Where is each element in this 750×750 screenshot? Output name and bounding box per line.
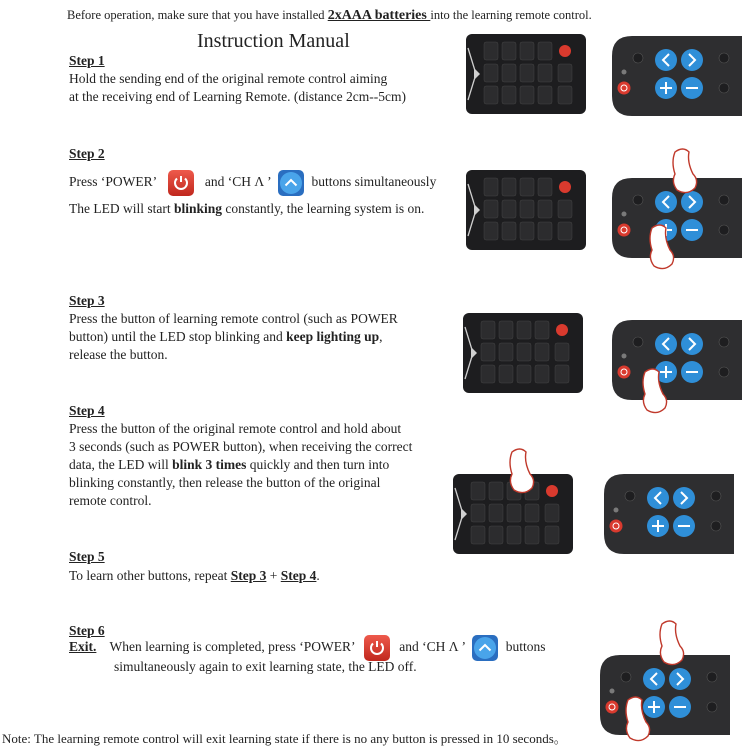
step6-line2: simultaneously again to exit learning state, the LED off. — [114, 659, 417, 674]
step5-ref-step3: Step 3 — [230, 568, 267, 583]
step2-ch-text: and ‘CH Λ ’ — [204, 174, 271, 190]
step2-blinking: blinking — [173, 201, 223, 216]
step1-line2: at the receiving end of Learning Remote. (distance 2cm--5cm) — [69, 89, 406, 104]
step1-heading: Step 1 — [69, 53, 105, 68]
step3-heading: Step 3 — [69, 293, 105, 308]
original-remote-image-1 — [466, 34, 586, 114]
step4-blink-3-times: blink 3 times — [172, 457, 247, 472]
learning-remote-image-6 — [600, 655, 730, 735]
page-title: Instruction Manual — [197, 30, 350, 52]
learning-remote-image-1 — [612, 36, 742, 116]
step5-plus: + — [266, 568, 281, 583]
step5-text-a: To learn other buttons, repeat — [69, 568, 231, 583]
step4-heading: Step 4 — [69, 403, 105, 418]
step2-simultaneously-text: buttons simultaneously — [311, 174, 437, 190]
intro-text-end: into the learning remote control. — [430, 8, 592, 22]
step3-line2-text: button) until the LED stop blinking and — [69, 329, 287, 344]
step6-heading: Step 6 — [69, 623, 105, 638]
step6-ch-text: and ‘CH Λ ’ — [399, 639, 466, 655]
step4-line4: blinking constantly, then release the button of the original — [69, 475, 381, 490]
step5-end: . — [316, 568, 320, 583]
original-remote-image-3 — [463, 313, 583, 393]
step4-line2: 3 seconds (such as POWER button), when receiving the correct — [69, 439, 413, 454]
step3-line2-end: , — [379, 329, 383, 344]
finger-pointer-icon — [673, 149, 697, 193]
footer-note: Note: The learning remote control will exit learning state if there is no any button is pressed in 10 seconds。 — [2, 731, 567, 746]
step5-ref-step4: Step 4 — [280, 568, 317, 583]
battery-highlight: 2xAAA batteries — [327, 8, 431, 23]
learning-remote-image-3 — [612, 320, 742, 400]
finger-pointer-icon — [510, 449, 534, 493]
step3-keep-lighting: keep lighting up — [286, 329, 380, 344]
step2-press-power-text: Press ‘POWER’ — [69, 174, 157, 190]
step4-line5: remote control. — [69, 493, 152, 508]
finger-pointer-icon — [660, 621, 684, 665]
step4-line1: Press the button of the original remote control and hold about — [69, 421, 402, 436]
original-remote-image-2 — [466, 170, 586, 250]
step6-exit-label: Exit. — [69, 639, 97, 655]
step3-line3: release the button. — [69, 347, 168, 362]
step2-led-text: The LED will start — [69, 201, 174, 216]
step2-heading: Step 2 — [69, 146, 105, 161]
step3-line1: Press the button of learning remote control (such as POWER — [69, 311, 398, 326]
step2-led-end: constantly, the learning system is on. — [222, 201, 425, 216]
step1-line1: Hold the sending end of the original remote control aiming — [69, 71, 388, 86]
step6-press-power-text: When learning is completed, press ‘POWER’ — [109, 639, 355, 655]
step4-line3-text: data, the LED will — [69, 457, 173, 472]
step5-heading: Step 5 — [69, 549, 105, 564]
step4-line3-end: quickly and then turn into — [246, 457, 390, 472]
intro-text: Before operation, make sure that you have installed — [67, 8, 328, 22]
learning-remote-image-4 — [604, 474, 734, 554]
step6-buttons-text: buttons — [505, 639, 546, 655]
